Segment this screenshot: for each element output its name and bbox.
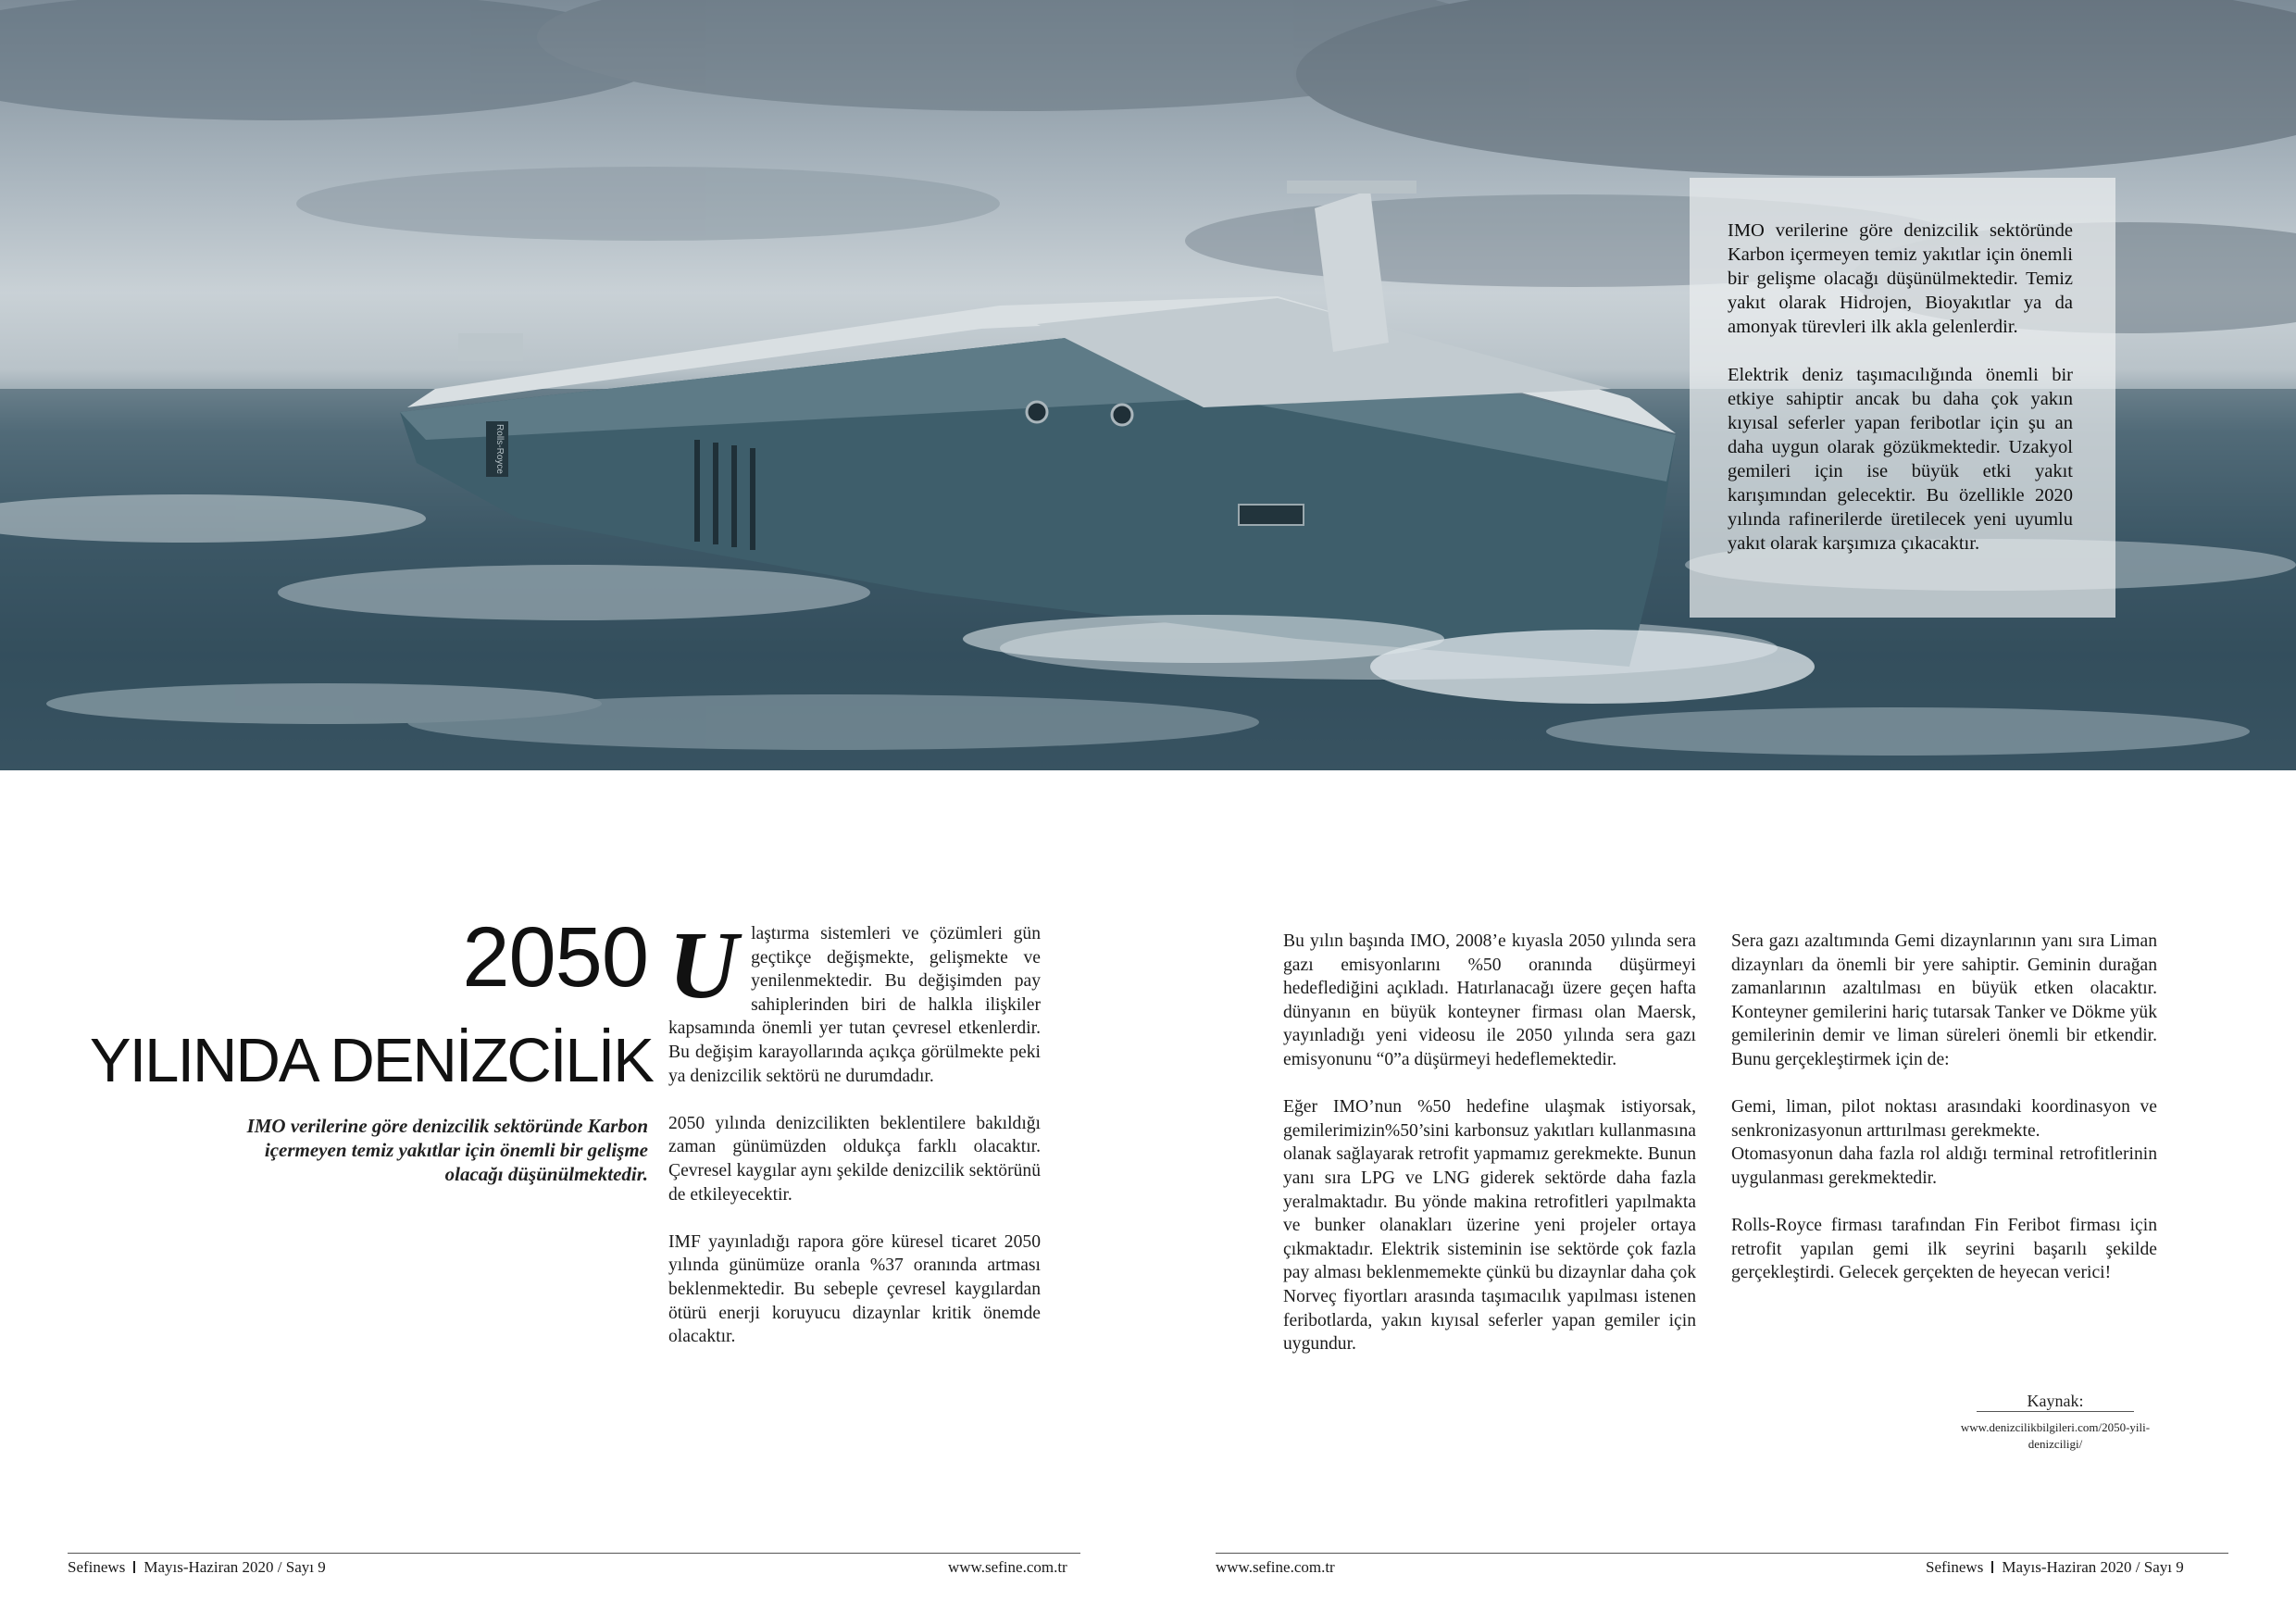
article-title: YILINDA DENİZCİLİK <box>89 1026 653 1095</box>
ship-brand-label: Rolls-Royce <box>494 424 505 474</box>
source-label: Kaynak: <box>1977 1391 2134 1412</box>
body-paragraph: laştırma sistemleri ve çözümleri gün geçtikçe değişmekte, gelişmekte ve yenilenmektedir. Bu değişimden pay sahiplerinden biri de halkla ilişkiler kapsamında önemli yer tutan çevresel etkenlerdir. Bu değişim karayollarında açıkça görülmekte peki ya denizcilik sektörü ne durumdadır. <box>668 924 1041 1086</box>
footer-brand: Sefinews <box>68 1558 126 1576</box>
footer-divider-right <box>1216 1553 2228 1554</box>
hero-box-text <box>1728 219 2073 580</box>
footer-issue: Mayıs-Haziran 2020 / Sayı 9 <box>144 1558 326 1576</box>
article-title-year: 2050 <box>462 910 648 1005</box>
drop-cap: U <box>668 912 739 1018</box>
porthole-icon <box>1027 402 1047 422</box>
footer-website-link[interactable]: www.sefine.com.tr <box>1216 1558 1335 1576</box>
article-lead: IMO verilerine göre denizcilik sektöründe Karbon içermeyen temiz yakıtlar için önemli bir gelişme olacağı düşünülmektedir. <box>246 1115 648 1185</box>
body-paragraph: Bu yılın başında IMO, 2008’e kıyasla 2050 yılında sera gazı emisyonlarını %50 oranında düşürmeyi hedeflediğini açıkladı. Hatırlanacağı üzere geçen hafta dünyanın en büyük konteyner firması olan Maersk, yayınladığı yeni videosu ile 2050 yılında sera gazı emisyonunu “0”a düşürmeyi hedeflemektedir. <box>1283 931 1696 1069</box>
footer-website-link[interactable]: www.sefine.com.tr <box>948 1558 1067 1576</box>
body-paragraph: Eğer IMO’nun %50 hedefine ulaşmak istiyorsak, gemilerimizin%50’sini karbonsuz yakıtları kullanmasına olanak sağlayarak retrofit yapmamız gerekmekte. Bunun yanı sıra LPG ve LNG giderek sektörde daha fazla yeralmaktadır. Bu yönde makina retrofitleri yapılmakta ve bunker olanakları üzerine yeni projeler ortaya çıkmaktadır. Elektrik sisteminin ise sektörde çok fazla pay alması beklenmemekte çünkü bu dizaynlar daha çok Norveç fiyortları arasında taşımacılık yapılması istenen feribotlarda, yakın kıyısal seferler yapan gemiler için uygundur. <box>1283 1097 1696 1355</box>
article-column-2 <box>1283 930 1696 1380</box>
footer-brand: Sefinews <box>1926 1558 1984 1576</box>
separator-icon <box>1991 1561 1993 1573</box>
separator-icon <box>133 1561 135 1573</box>
hero-box-paragraph: Elektrik deniz taşımacılığında önemli bir etkiye sahiptir ancak bu daha çok yakın kıyısal seferler yapan feribotlar için şu an daha uygun olarak gözükmektedir. Uzakyol gemileri için ise büyük etki yakıt karışımından gelecektir. Bu özellikle 2020 yılında rafinerilerde üretilecek yeni uyumlu yakıt olarak karşımıza çıkacaktır. <box>1728 365 2073 554</box>
footer-left-issue <box>68 1557 326 1578</box>
source-credit <box>1944 1391 2166 1453</box>
footer-issue: Mayıs-Haziran 2020 / Sayı 9 <box>2002 1558 2184 1576</box>
article-column-3 <box>1731 930 2157 1309</box>
source-link[interactable]: www.denizcilikbilgileri.com/2050-yili-denizciligi/ <box>1960 1420 2151 1451</box>
body-paragraph: Rolls-Royce firması tarafından Fin Feribot firması için retrofit yapılan gemi ilk seyrini başarılı şekilde gerçekleştirdi. Gelecek gerçekten de heyecan verici! <box>1731 1216 2157 1283</box>
porthole-icon <box>1112 405 1132 425</box>
footer-right-issue <box>1926 1557 2184 1578</box>
footer-divider-left <box>68 1553 1080 1554</box>
body-paragraph: Gemi, liman, pilot noktası arasındaki koordinasyon ve senkronizasyonun arttırılması gerekmekte. <box>1731 1097 2157 1141</box>
body-paragraph: Sera gazı azaltımında Gemi dizaynlarının yanı sıra Liman dizaynları da önemli bir yere sahiptir. Geminin durağan zamanlarının azaltılması en büyük etken olacaktır. Konteyner gemilerini hariç tutarsak Tanker ve Dökme yük gemilerinin demir ve liman süreleri önemli bir etkendir. Bunu gerçekleştirmek için de: <box>1731 931 2157 1069</box>
body-paragraph: Otomasyonun daha fazla rol aldığı terminal retrofitlerinin uygulanması gerekmektedir. <box>1731 1144 2157 1188</box>
article-column-1 <box>668 912 1041 1372</box>
hero-box-paragraph: IMO verilerine göre denizcilik sektöründe Karbon içermeyen temiz yakıtlar için önemli bir gelişme olacağı düşünülmektedir. Temiz yakıt olarak Hidrojen, Bioyakıtlar ya da amonyak türevleri ilk akla gelenlerdir. <box>1728 220 2073 337</box>
body-paragraph: 2050 yılında denizcilikten beklentilere bakıldığı zaman günümüzden oldukça farklı olacaktır. Çevresel kaygılar aynı şekilde denizcilik sektörünü de etkileyecektir. <box>668 1113 1041 1205</box>
body-paragraph: IMF yayınladığı rapora göre küresel ticaret 2050 yılında günümüze oranla %37 oranında artması beklenmektedir. Bu sebeple çevresel kaygılardan ötürü enerji koruyucu dizaynlar kritik önemde olacaktır. <box>668 1231 1041 1347</box>
